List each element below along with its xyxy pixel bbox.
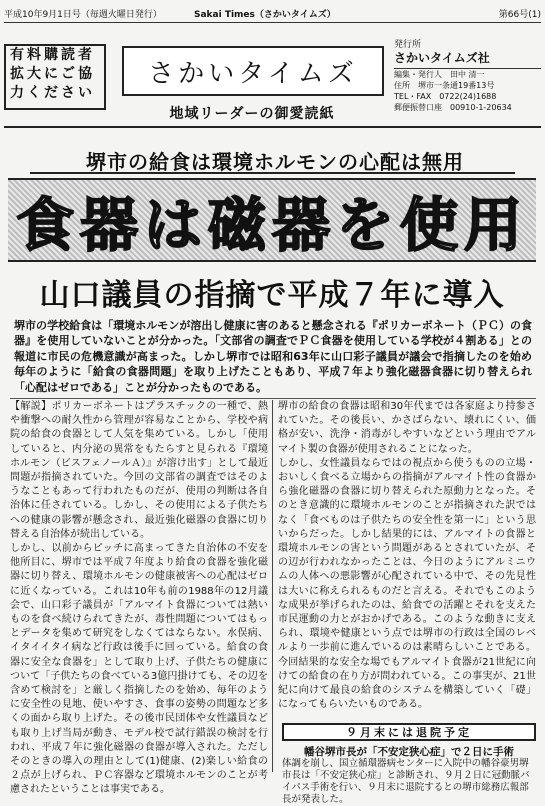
promo-line: 有料購読者 [10, 47, 95, 63]
lead-divider [10, 398, 536, 399]
lead-paragraph: 堺市の学校給食は「環境ホルモンが溶出し健康に害のあると懸念される『ポリカーボネート（ＰＣ）の食器』を使用していないことが分かった。「文部省の調査でＰＣ食器を使用している学校が４割ある」との報道に市民の危機意識が高まった。しかし堺市では昭和63年に山口彩子議員が議会で指摘したのを始め毎年のように「給食の食器問題」を取り上げたこともあり、平成７年より強化磁器食器に切り替えられ「心配はゼロである」ことが分かったものである。 [14, 319, 532, 394]
issue-date: 平成10年9月1日号（毎週火曜日発行） [4, 10, 162, 20]
publisher-info-line: TEL・FAX 0722(24)1688 [394, 92, 497, 101]
masthead-subtitle: 地域リーダーの御愛読紙 [169, 106, 335, 122]
news-flash-title: 幡谷堺市長が「不安定狭心症」で２日に手術 [304, 746, 514, 758]
masthead-divider [4, 126, 541, 128]
subscription-promo-box [4, 44, 106, 110]
news-flash-box: ９月末には退院予定 [282, 723, 536, 741]
headline-underline [30, 172, 515, 174]
promo-line: 拡大にご協 [10, 66, 95, 82]
publisher-info [394, 40, 541, 116]
publisher-info-line: 住所 堺市一条通19番13号 [394, 81, 495, 90]
issue-number: 第66号(1) [498, 10, 541, 20]
column-divider [272, 400, 273, 772]
publisher-info-line: 編集・発行人 田中 清一 [394, 70, 485, 79]
publisher-name: さかいタイムズ社 [394, 53, 541, 69]
masthead-title: さかいタイムズ [122, 46, 384, 96]
publisher-info-line: 郵便振替口座 00910-1-20634 [394, 103, 512, 112]
paper-name: Sakai Times（さかいタイムズ） [194, 10, 336, 20]
promo-line: 力ください [10, 85, 95, 101]
headline-banner-text: 食器は磁器を使用 [15, 191, 528, 259]
publisher-label: 発行所 [394, 40, 422, 50]
headline-secondary: 山口議員の指摘で平成７年に導入 [39, 278, 505, 313]
article-column-left: 【解説】ポリカーボネートはプラスチックの一種で、熱や衝撃への耐久性から管理が容易なことから、学校や病院の給食の食器として人気を集めている。しかし「使用していると、内分泌の異常をもたらすと見られる『環境ホルモン（ビスフェノールＡ）』が溶け出す」として最近問題が指摘されていた。今回の文部省の調査ではそのようなこともあって行われたものだが、使用の判断は各自治体に任されている。しかし、その使用による子供たちへの健康の影響が懸念され、最近強化磁器の食器に切り替える自治体が続出している。 しかし、以前からピッチに高まってきた自治体の不安を他所目に、堺市では平成７年度より給食の食器を強化磁器に切り替え、環境ホルモンの健康被害への心配はゼロに近くなっている。これは10年も前の1988年の12月議会で、山口彩子議員が「アルマイト食器については熱いものを食べ続けられてきたが、毒性問題についてはもっとデータを集めて研究をしなくてはならない。水俣病、イタイイタイ病など行政は後手に回っている。給食の食器に安全な食器を」として取り上げ、子供たちの健康について「子供たちの食べている3億円掛けても、その辺を含めて検討を」と厳しく指摘したのを始め、毎年のように安全性の見地、使いやすさ、食事の姿勢の問題など多くの面から取り上げた。その後市民団体や女性議員なども取り上げ当局が動き、モデル校で試行錯誤の検討を行われ、平成７年に強化磁器の食器が導入された。ただしそのときの導入の理由として(1)健康、(2)楽しい給食の２点が上げられ、ＰＣ容器など環境ホルモンのことが考慮されたということは事実である。 [10, 401, 268, 796]
news-flash-body: 体調を崩し、国立循環器病センターに入院中の幡谷豪男堺市長は「不安定狭心症」と診断され、９月２日に冠動脈バイパス手術を行い、９月末に退院するとの堺市総務広報部長が発表した。 [282, 758, 530, 805]
headline-banner [8, 178, 536, 262]
article-column-right: 堺市の給食の食器は昭和30年代までは各家庭より持参されていた。その後長い、かさばらない、壊れにくい、価格が安い、洗浄・消毒がしやすいなどという理由でアルマイト製の食器が使用されることになった。 しかし、女性議員ならではの視点から使うものの立場・おいしく食べる立場からの指摘がアルマイト性の食器から強化磁器の食器に切り替えられた原動力となった。そのとき意識的に環境ホルモンのことが指摘された訳ではなく「食べものは子供たちの安全性を第一に」という思いからだった。しかし結果的には、アルマイトの食器と環境ホルモンの害という問題があるとされていたが、その辺が行われなかったことは、今日のようにアルミニウムの人体への悪影響が心配されている中で、その先見性は大いに称えられるものだと言える。それでもこのような成果が挙げられたのは、給食での活躍とそれを支えた市民運動の力とがおかげである。このような動きに支えられ、環境や健康という点では堺市の行政は全国のレベルより一歩前に進んでいるのは素晴らしいことである。今回結果的な安全な場でもアルマイト食器が21世紀に向けての給食の在り方が問われている。この事実が、21世紀に向けて最良の給食のシステムを構築していく「礎」になってもらいたいものである。 [278, 401, 536, 711]
issue-header [4, 4, 541, 23]
headline-primary: 堺市の給食は環境ホルモンの心配は無用 [86, 150, 464, 174]
